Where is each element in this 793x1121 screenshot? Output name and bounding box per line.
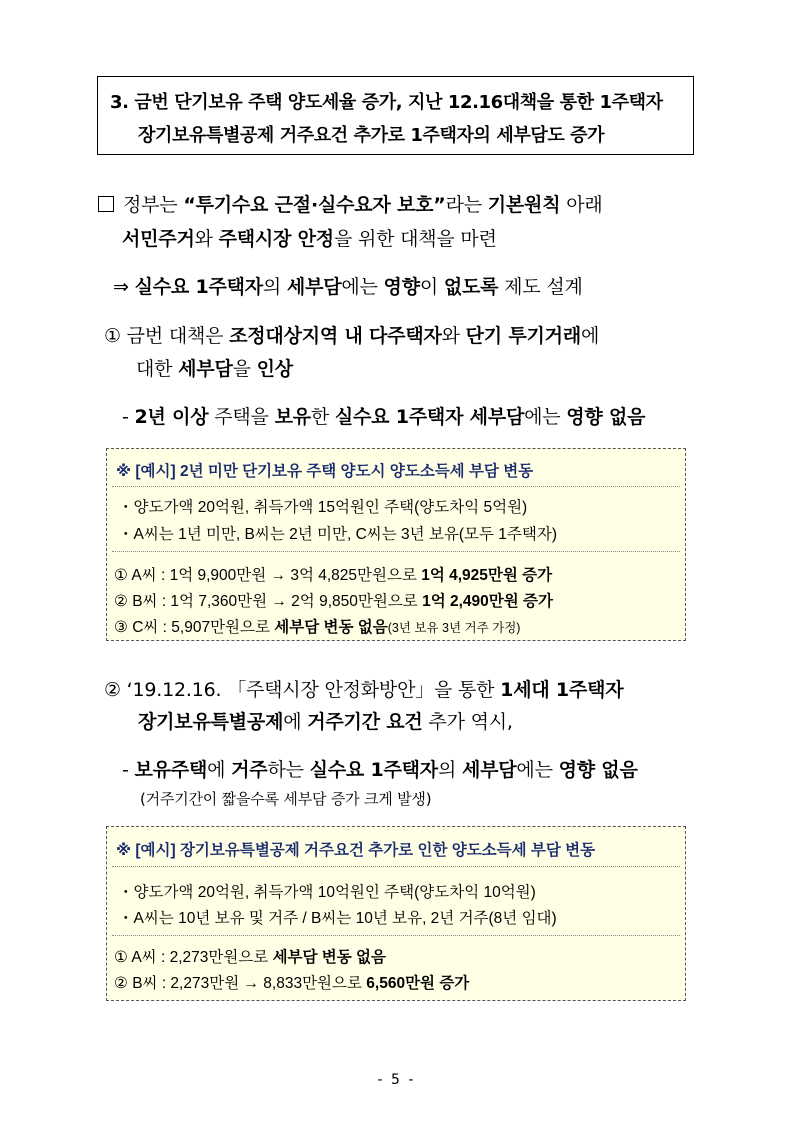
item-2-line-2: 장기보유특별공제에 거주기간 요건 추가 역시, [138, 711, 513, 733]
example-box-2-divider-2 [112, 935, 680, 936]
example-box-2-divider [112, 866, 680, 867]
example-box-1-row-2: ② B씨 : 1억 7,360만원 → 2억 9,850만원으로 1억 2,490만원 증가 [114, 593, 553, 610]
policy-paragraph-line-1: 정부는 “투기수요 근절·실수요자 보호”라는 기본원칙 아래 [98, 190, 603, 217]
example-box-1-heading: ※ [예시] 2년 미만 단기보유 주택 양도시 양도소득세 부담 변동 [116, 463, 534, 480]
section-title-line-1: 3. 금번 단기보유 주택 양도세율 증가, 지난 12.16대책을 통한 1주택자 [110, 92, 663, 113]
example-box-2-row-2: ② B씨 : 2,273만원 → 8,833만원으로 6,560만원 증가 [114, 975, 470, 992]
example-box-1-row-1: ① A씨 : 1억 9,900만원 → 3억 4,825만원으로 1억 4,925만원 증가 [114, 567, 553, 584]
item-2-dash-line: - 보유주택에 거주하는 실수요 1주택자의 세부담에는 영향 없음 [122, 759, 638, 781]
policy-paragraph-line-2: 서민주거와 주택시장 안정을 위한 대책을 마련 [122, 228, 497, 250]
item-1-dash-line: - 2년 이상 주택을 보유한 실수요 1주택자 세부담에는 영향 없음 [122, 406, 646, 428]
section-title-line-2: 장기보유특별공제 거주요건 추가로 1주택자의 세부담도 증가 [138, 125, 605, 146]
example-box-1-divider-2 [112, 551, 680, 552]
example-box-2-heading: ※ [예시] 장기보유특별공제 거주요건 추가로 인한 양도소득세 부담 변동 [116, 842, 596, 859]
example-box-1-row-3: ③ C씨 : 5,907만원으로 세부담 변동 없음(3년 보유 3년 거주 가정) [114, 619, 521, 636]
example-box-2-info-1: ・양도가액 20억원, 취득가액 10억원인 주택(양도차익 10억원) [118, 884, 536, 901]
example-box-1-info-2: ・A씨는 1년 미만, B씨는 2년 미만, C씨는 3년 보유(모두 1주택자) [118, 526, 558, 543]
example-box-1-divider [112, 486, 680, 487]
item-1-line-2: 대한 세부담을 인상 [136, 358, 293, 380]
example-box-1-info-1: ・양도가액 20억원, 취득가액 15억원인 주택(양도차익 5억원) [118, 499, 528, 516]
example-box-2-info-2: ・A씨는 10년 보유 및 거주 / B씨는 10년 보유, 2년 거주(8년 임대) [118, 910, 557, 927]
design-principle-line: ⇒ 실수요 1주택자의 세부담에는 영향이 없도록 제도 설계 [113, 276, 583, 298]
item-2-dash-note: (거주기간이 짧을수록 세부담 증가 크게 발생) [140, 790, 432, 808]
page-number: - 5 - [377, 1072, 416, 1088]
item-2-line-1: ② ‘19.12.16. 「주택시장 안정화방안」을 통한 1세대 1주택자 [104, 679, 624, 701]
item-1-line-1: ① 금번 대책은 조정대상지역 내 다주택자와 단기 투기거래에 [104, 325, 600, 347]
example-box-2-row-1: ① A씨 : 2,273만원으로 세부담 변동 없음 [114, 949, 387, 966]
checkbox-square-icon [98, 196, 114, 212]
